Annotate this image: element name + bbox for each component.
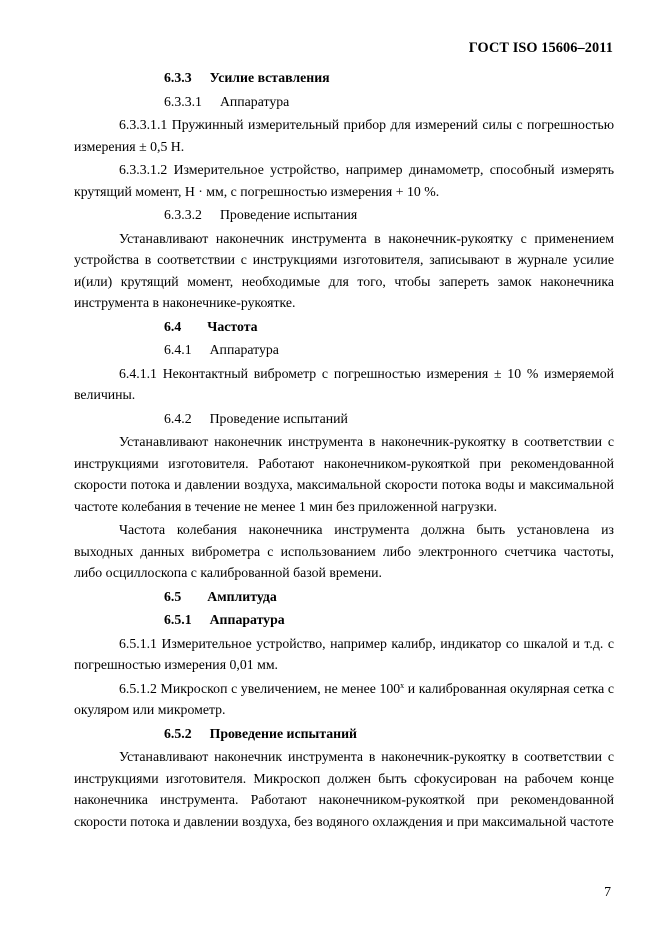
subsection-heading-6-4-1 — [74, 339, 614, 361]
section-heading-6-3-3 — [74, 67, 614, 89]
section-heading-6-5 — [74, 586, 614, 608]
subsection-heading-6-4-2 — [74, 408, 614, 430]
paragraph-6-5-1-1: 6.5.1.1 Измерительное устройство, например калибр, индикатор со шкалой и т.д. с погрешностью измерения 0,01 мм. — [74, 635, 614, 672]
section-title: Усилие вставления — [209, 70, 330, 85]
section-title: Частота — [207, 318, 258, 334]
document-header: ГОСТ ISO 15606–2011 — [468, 40, 613, 56]
subsection-heading-6-5-1 — [74, 609, 614, 631]
paragraph-6-4-2-b: Частота колебания наконечника инструмента должна быть установлена из выходных данных виброметра с использованием либо электронного счетчика частоты, либо осциллоскопа с калиброванной базой времени. — [74, 522, 614, 580]
paragraph-text: и калиброванная окулярная сетка с окуляром или микрометр. — [74, 680, 614, 717]
subsection-heading-6-3-3-1 — [74, 91, 614, 113]
paragraph-6-3-3-2: Устанавливают наконечник инструмента в наконечник-рукоятку с применением устройства в соответствии с инструкциями изготовителя, записывают в журнале усилие и(или) крутящий момент, необходимые для того, чтобы запереть замок наконечника инструмента в наконечнике-рукоятке. — [74, 230, 614, 310]
paragraph-6-4-1-1: 6.4.1.1 Неконтактный виброметр с погрешностью измерения ± 10 % измеряемой величины. — [74, 365, 614, 402]
section-heading-6-4 — [74, 316, 614, 338]
subsection-heading-6-5-2 — [74, 723, 614, 745]
paragraph-6-4-2-a: Устанавливают наконечник инструмента в наконечник-рукоятку в соответствии с инструкциями изготовителя. Работают наконечником-рукояткой при рекомендованной скорости потока и давлении воздуха, максимальной скорости потока воды и максимальной частоте колебания в течение не менее 1 мин без приложенной нагрузки. — [74, 434, 614, 514]
section-number: 6.3.3 — [164, 70, 192, 85]
paragraph-text: 6.5.1.2 Микроскоп с увеличением, не менее 100 — [119, 680, 401, 696]
paragraph-6-5-2: Устанавливают наконечник инструмента в наконечник-рукоятку в соответствии с инструкциями изготовителя. Микроскоп должен быть сфокусирован на рабочем конце наконечника инструмента. Работают наконечником-рукояткой при рекомендованной скорости потока и давлении воздуха, без водяного охлаждения и при максимальной частоте — [74, 749, 614, 829]
paragraph-6-3-3-1-1: 6.3.3.1.1 Пружинный измерительный прибор для измерений силы с погрешностью измерения ± 0,5 Н. — [74, 117, 614, 154]
section-title: Проведение испытания — [219, 207, 358, 222]
magnification-superscript: х — [400, 680, 405, 690]
section-title: Проведение испытаний — [209, 725, 358, 741]
page-number: 7 — [604, 884, 611, 899]
section-number: 6.5 — [164, 588, 182, 604]
subsection-heading-6-3-3-2 — [74, 204, 614, 226]
section-number: 6.5.2 — [164, 725, 192, 741]
document-body — [74, 67, 614, 832]
section-number: 6.4.2 — [164, 410, 192, 426]
section-title: Аппаратура — [219, 93, 290, 109]
section-number: 6.4.1 — [164, 342, 192, 357]
section-title: Амплитуда — [207, 588, 277, 604]
paragraph-6-3-3-1-2: 6.3.3.1.2 Измерительное устройство, например динамометр, способный измерять крутящий момент, Н · мм, с погрешностью измерения + 10 %. — [74, 162, 614, 199]
section-number: 6.3.3.2 — [164, 207, 202, 222]
section-title: Аппаратура — [209, 612, 285, 627]
paragraph-6-5-1-2 — [74, 678, 614, 721]
section-number: 6.4 — [164, 318, 182, 334]
section-title: Проведение испытаний — [209, 410, 348, 426]
section-title: Аппаратура — [209, 342, 279, 357]
section-number: 6.5.1 — [164, 612, 192, 627]
section-number: 6.3.3.1 — [164, 93, 202, 109]
